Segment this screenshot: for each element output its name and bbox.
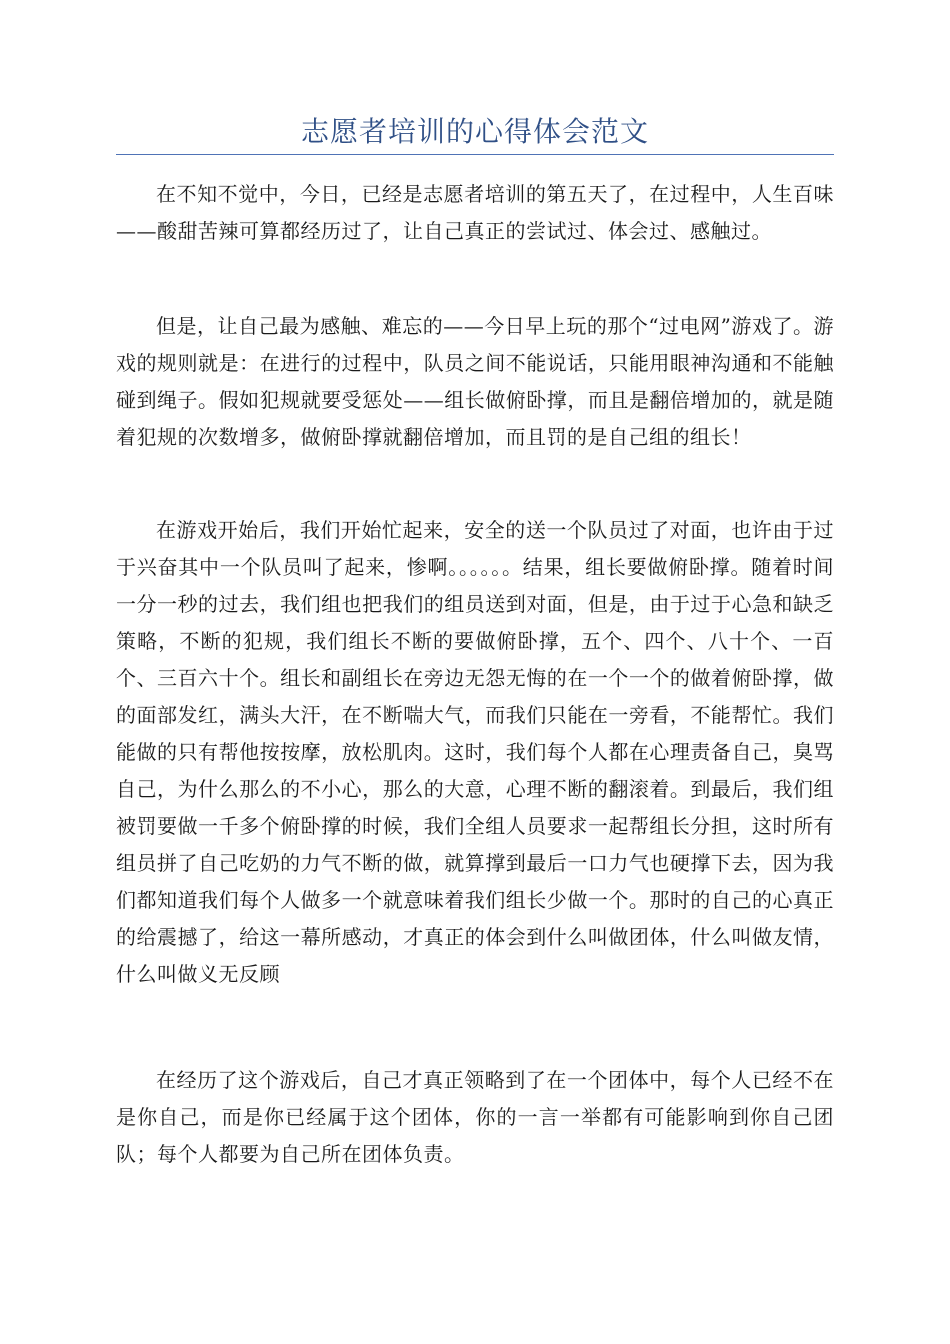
document-title: 志愿者培训的心得体会范文 [300, 115, 649, 148]
paragraph-3: 在游戏开始后，我们开始忙起来，安全的送一个队员过了对面，也许由于过于兴奋其中一个队员叫了起来，惨啊。。。。。。结果，组长要做俯卧撑。随着时间一分一秒的过去，我们组也把我们的组员送到对面，但是，由于过于心急和缺乏策略，不断的犯规，我们组长不断的要做俯卧撑，五个、四个、八十个、一百个、三百六十个。组长和副组长在旁边无怨无悔的在一个一个的做着俯卧撑，做的面部发红，满头大汗，在不断喘大气，而我们只能在一旁看，不能帮忙。我们能做的只有帮他按按摩，放松肌肉。这时，我们每个人都在心理责备自己，臭骂自己，为什么那么的不小心，那么的大意，心理不断的翻滚着。到最后，我们组被罚要做一千多个俯卧撑的时候，我们全组人员要求一起帮组长分担，这时所有组员拼了自己吃奶的力气不断的做，就算撑到最后一口力气也硬撑下去，因为我们都知道我们每个人做多一个就意味着我们组长少做一个。那时的自己的心真正的给震撼了，给这一幕所感动，才真正的体会到什么叫做团体，什么叫做友情，什么叫做义无反顾 [116, 518, 834, 986]
paragraph-4: 在经历了这个游戏后，自己才真正领略到了在一个团体中，每个人已经不在是你自己，而是你已经属于这个团体，你的一言一举都有可能影响到你自己团队；每个人都要为自己所在团体负责。 [116, 1068, 834, 1166]
title-underline [116, 154, 834, 155]
paragraph-2: 但是，让自己最为感触、难忘的——今日早上玩的那个“过电网”游戏了。游戏的规则就是：在进行的过程中，队员之间不能说话，只能用眼神沟通和不能触碰到绳子。假如犯规就要受惩处——组长做俯卧撑，而且是翻倍增加的，就是随着犯规的次数增多，做俯卧撑就翻倍增加，而且罚的是自己组的组长！ [116, 314, 834, 449]
paragraph-1: 在不知不觉中，今日，已经是志愿者培训的第五天了，在过程中，人生百味——酸甜苦辣可算都经历过了，让自己真正的尝试过、体会过、感触过。 [116, 182, 834, 243]
